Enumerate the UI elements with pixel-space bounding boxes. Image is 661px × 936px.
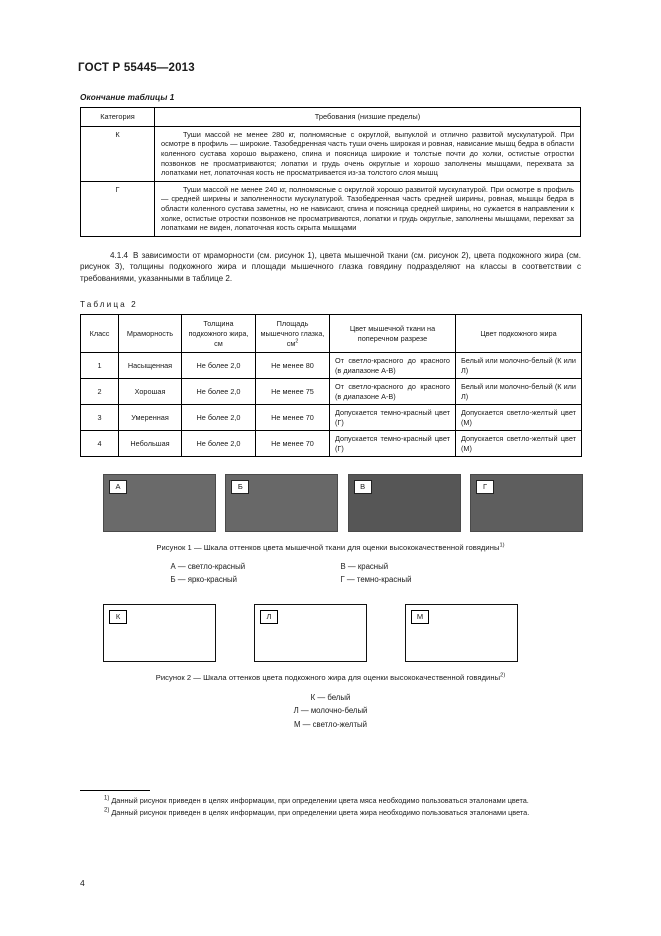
paragraph-number: 4.1.4 bbox=[110, 250, 129, 260]
color-swatch-m bbox=[405, 604, 518, 662]
page-title: ГОСТ Р 55445—2013 bbox=[78, 62, 195, 74]
table-row bbox=[81, 405, 582, 431]
swatch-label-l: Л bbox=[260, 610, 278, 624]
table2-cell-fat-thickness: Не более 2,0 bbox=[182, 379, 256, 405]
swatch-label-k: К bbox=[109, 610, 127, 624]
table2-cell-class: 4 bbox=[81, 431, 119, 457]
table2-cell-fat-color: Допускается светло-желтый цвет (М) bbox=[456, 405, 582, 431]
swatch-label-g: Г bbox=[476, 480, 494, 494]
table2-cell-muscle-area: Не менее 80 bbox=[256, 353, 330, 379]
table2-cell-fat-color: Допускается светло-желтый цвет (М) bbox=[456, 431, 582, 457]
table1-cell-category: К bbox=[81, 126, 155, 181]
footnote-2 bbox=[80, 808, 581, 819]
figure-2-fat-color-scale bbox=[80, 604, 581, 731]
legend-item-a: А — светло-красный bbox=[170, 562, 246, 572]
legend-item-b: Б — ярко-красный bbox=[170, 575, 237, 585]
table-row bbox=[81, 181, 581, 236]
table2-cell-muscle-color: Допускается темно-красный цвет (Г) bbox=[330, 431, 456, 457]
legend-item-m: М — светло-желтый bbox=[294, 719, 367, 729]
table2-cell-marbling: Насыщенная bbox=[119, 353, 182, 379]
table2-cell-fat-color: Белый или молочно-белый (К или Л) bbox=[456, 379, 582, 405]
swatch-label-v: В bbox=[354, 480, 372, 494]
table2-cell-muscle-area: Не менее 70 bbox=[256, 405, 330, 431]
legend-item-l: Л — молочно-белый bbox=[293, 706, 368, 716]
table2-cell-fat-thickness: Не более 2,0 bbox=[182, 431, 256, 457]
table-row bbox=[81, 353, 582, 379]
table2-caption: Таблица 2 bbox=[80, 300, 138, 310]
table-1-categories bbox=[80, 107, 581, 237]
color-swatch-l bbox=[254, 604, 367, 662]
legend-item-g: Г — темно-красный bbox=[340, 575, 412, 585]
table2-header-muscle-color: Цвет мышечной ткани на поперечном разрезе bbox=[330, 315, 456, 353]
table-row bbox=[81, 315, 582, 353]
table2-header-muscle-area-text: Площадь мышечного глазка, см bbox=[260, 319, 325, 348]
table1-header-requirements: Требования (низшие пределы) bbox=[155, 108, 581, 127]
table2-cell-class: 3 bbox=[81, 405, 119, 431]
table1-cell-requirement bbox=[155, 181, 581, 236]
paragraph-text: В зависимости от мраморности (см. рисунок 1), цвета мышечной ткани (см. рисунок 2), цвета подкожного жира (см. рисунок 3), толщины подкожного жира и площади мышечного глазка говядину подразделяют на классы в соответствии с требованиями, указанными в таблице 2. bbox=[80, 250, 581, 283]
table2-header-fat-color: Цвет подкожного жира bbox=[456, 315, 582, 353]
table2-cell-class: 2 bbox=[81, 379, 119, 405]
footnote-2-marker: 2) bbox=[104, 807, 110, 814]
footnote-1 bbox=[80, 796, 581, 807]
figure1-caption-text: Рисунок 1 — Шкала оттенков цвета мышечной ткани для оценки высококачественной говядины bbox=[156, 543, 500, 553]
table1-cell-category: Г bbox=[81, 181, 155, 236]
table2-cell-muscle-color: От светло-красного до красного (в диапазоне А-В) bbox=[330, 353, 456, 379]
page-number: 4 bbox=[80, 878, 85, 888]
table2-header-fat-thickness: Толщина подкожного жира, см bbox=[182, 315, 256, 353]
color-swatch-a bbox=[103, 474, 216, 532]
figure1-caption bbox=[80, 543, 581, 552]
color-swatch-k bbox=[103, 604, 216, 662]
table2-body bbox=[81, 353, 582, 457]
figure2-footnote-marker: 2) bbox=[500, 672, 506, 679]
superscript-two: 2 bbox=[295, 338, 299, 345]
table-row bbox=[81, 108, 581, 127]
table1-header bbox=[81, 108, 581, 127]
figure2-caption bbox=[80, 673, 581, 682]
table-row bbox=[81, 431, 582, 457]
table1-requirement-text: Туши массой не менее 240 кг, полномясные с округлой хорошо развитой мускулатурой. При осмотре в профиль — средней ширины и заполненности мускулатурой. Тазобедренная часть средней ширины, ровная, мышцы бедра в области коленного сустава заметны, но не нависают, спина и поясница средней ширины, но сужается в направлении к холке, остистые отростки позвонков не просматриваются, лопатки и грудь округлые, заполнены мышцами, перехват за лопатками не виден, лопаточная кость скрыта мышцами bbox=[161, 184, 574, 233]
footnote-1-text: Данный рисунок приведен в целях информации, при определении цвета мяса необходимо пользоваться эталонами цвета. bbox=[111, 796, 529, 805]
figure1-legend bbox=[80, 561, 581, 587]
footnotes bbox=[80, 790, 581, 819]
footnote-divider bbox=[80, 790, 150, 791]
table2-cell-fat-color: Белый или молочно-белый (К или Л) bbox=[456, 353, 582, 379]
table2-header bbox=[81, 315, 582, 353]
table2-cell-fat-thickness: Не более 2,0 bbox=[182, 405, 256, 431]
table2-cell-marbling: Небольшая bbox=[119, 431, 182, 457]
table2-header-muscle-area bbox=[256, 315, 330, 353]
table2-cell-fat-thickness: Не более 2,0 bbox=[182, 353, 256, 379]
table2-cell-muscle-area: Не менее 75 bbox=[256, 379, 330, 405]
legend-item-k: К — белый bbox=[310, 692, 351, 702]
figure1-swatch-row bbox=[103, 474, 583, 532]
paragraph-4-1-4 bbox=[80, 250, 581, 284]
table2-cell-muscle-area: Не менее 70 bbox=[256, 431, 330, 457]
legend-item-v: В — красный bbox=[340, 562, 389, 572]
table1-requirement-text: Туши массой не менее 280 кг, полномясные с округлой, выпуклой и отлично развитой мускулатурой. При осмотре в профиль — широкие. Тазобедренная часть туши очень широкая и ровная, нависание мышц бедра в области коленного сустава хорошо выражено, спина и поясница широкие и толстые почти до холки, остистые отростки позвонков не просматриваются; лопатки и грудь очень округлые и хорошо заполнены мышцами, перехвата за лопатками нет, лопаточная кость не просматривается из-за толстого слоя мышц bbox=[161, 129, 574, 178]
page-content bbox=[80, 0, 581, 731]
swatch-label-b: Б bbox=[231, 480, 249, 494]
figure-1-muscle-color-scale bbox=[80, 474, 581, 587]
footnote-1-marker: 1) bbox=[104, 795, 110, 802]
footnote-2-text: Данный рисунок приведен в целях информации, при определении цвета жира необходимо пользоваться эталонами цвета. bbox=[111, 807, 530, 817]
table2-header-class: Класс bbox=[81, 315, 119, 353]
table-row bbox=[81, 126, 581, 181]
figure2-legend bbox=[80, 691, 581, 731]
table1-header-category: Категория bbox=[81, 108, 155, 127]
table2-header-marbling: Мраморность bbox=[119, 315, 182, 353]
color-swatch-g bbox=[470, 474, 583, 532]
swatch-label-a: А bbox=[109, 480, 127, 494]
table-row bbox=[81, 379, 582, 405]
color-swatch-b bbox=[225, 474, 338, 532]
figure2-swatch-row bbox=[103, 604, 583, 662]
table2-cell-marbling: Умеренная bbox=[119, 405, 182, 431]
table2-cell-muscle-color: Допускается темно-красный цвет (Г) bbox=[330, 405, 456, 431]
table1-caption: Окончание таблицы 1 bbox=[80, 93, 175, 102]
color-swatch-v bbox=[348, 474, 461, 532]
table1-body bbox=[81, 126, 581, 236]
table-2-classes bbox=[80, 314, 582, 457]
table2-cell-marbling: Хорошая bbox=[119, 379, 182, 405]
table2-cell-muscle-color: От светло-красного до красного (в диапазоне А-В) bbox=[330, 379, 456, 405]
swatch-label-m: М bbox=[411, 610, 429, 624]
figure1-footnote-marker: 1) bbox=[499, 542, 505, 549]
table2-cell-class: 1 bbox=[81, 353, 119, 379]
figure2-caption-text: Рисунок 2 — Шкала оттенков цвета подкожного жира для оценки высококачественной говядины bbox=[155, 672, 501, 682]
table1-cell-requirement bbox=[155, 126, 581, 181]
